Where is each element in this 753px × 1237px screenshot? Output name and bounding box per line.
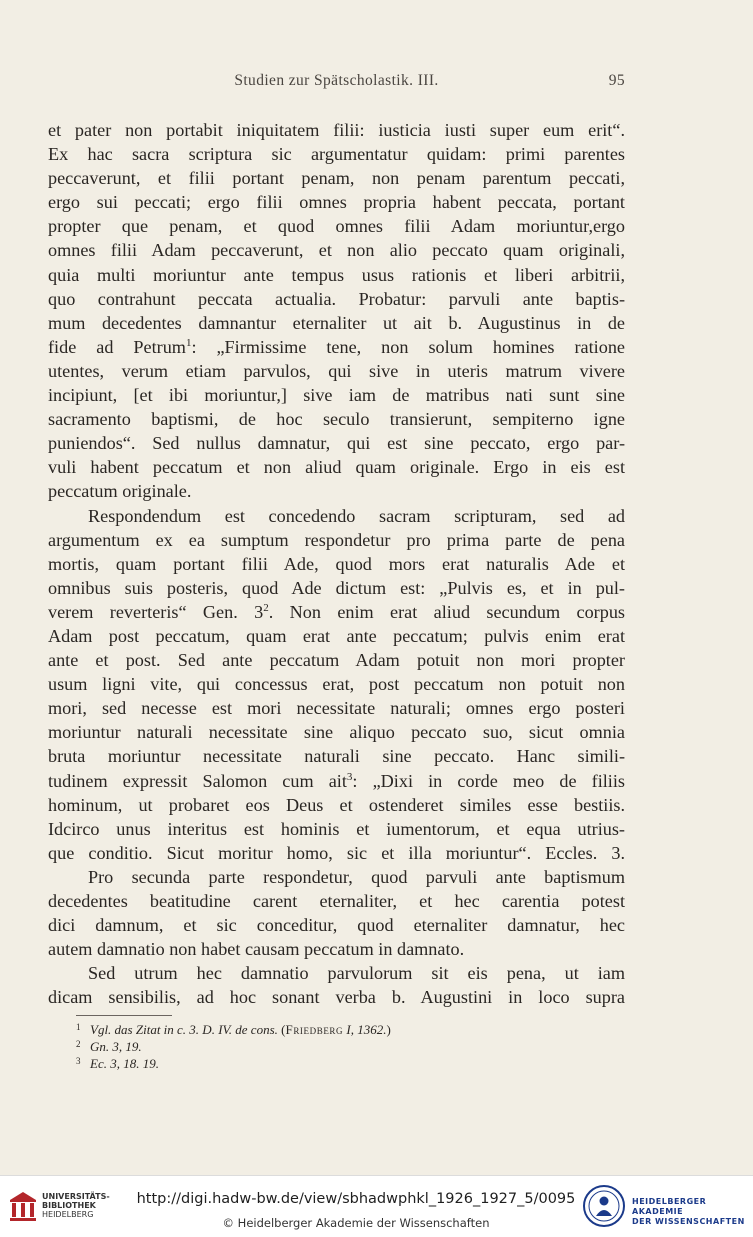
text-line-content: omnibus suis posteris, quod Ade dictum est: „Pulvis es, et in pul- bbox=[48, 577, 625, 598]
text-line-content: decedentes beatitudine carent eternaliter, et hec carentia potest bbox=[48, 891, 625, 911]
text-line bbox=[48, 696, 625, 720]
library-line-2: BIBLIOTHEK bbox=[42, 1201, 96, 1210]
text-line-content: utentes, verum etiam parvulos, qui sive in uteris matrum vivere bbox=[48, 360, 625, 381]
text-line bbox=[48, 455, 625, 479]
text-line-content: mum decedentes damnantur eternaliter ut ait b. Augustinus in de bbox=[48, 312, 625, 333]
text-line bbox=[48, 214, 625, 238]
text-line bbox=[48, 961, 625, 985]
text-line bbox=[48, 118, 625, 142]
page-header bbox=[48, 72, 625, 96]
text-line-content: et pater non portabit iniquitatem filii: iusticia iusti super eum erit“. bbox=[48, 120, 625, 140]
text-line bbox=[48, 720, 625, 744]
text-line-content: vuli habent peccatum et non aliud quam originale. Ergo in eis est bbox=[48, 457, 625, 478]
text-line bbox=[48, 479, 625, 503]
text-line bbox=[48, 985, 625, 1009]
academy-name bbox=[632, 1197, 753, 1227]
text-line-content: puniendos“. Sed nullus damnatur, qui est sine peccato, ergo par- bbox=[48, 433, 625, 454]
footnote-number: 2 bbox=[76, 1039, 81, 1049]
text-line-content: sacramento baptismi, de hoc seculo transierunt, sempiterno igne bbox=[48, 409, 625, 430]
text-line bbox=[48, 431, 625, 455]
footnote-text: ( bbox=[277, 1022, 286, 1037]
text-line bbox=[48, 190, 625, 214]
permalink-url[interactable]: http://digi.hadw-bw.de/view/sbhadwphkl_1926_1927_5/0095 bbox=[136, 1191, 576, 1207]
text-line bbox=[48, 865, 625, 889]
text-line bbox=[48, 407, 625, 431]
footnote-marker[interactable]: 1 bbox=[185, 336, 192, 349]
text-line bbox=[48, 238, 625, 262]
text-line-continuation: : „Firmissime tene, non solum homines ratione bbox=[191, 336, 625, 357]
text-line bbox=[48, 504, 625, 528]
text-line-content: mortis, quam portant filii Ade, quod mors erat naturalis Ade et bbox=[48, 553, 625, 574]
text-line-content: Ex hac sacra scriptura sic argumentatur quidam: primi parentes bbox=[48, 144, 625, 165]
academy-seal-icon[interactable] bbox=[582, 1184, 626, 1228]
text-line-content: moriuntur naturali necessitate sine aliquo peccato suo, sicut omnia bbox=[48, 722, 625, 743]
footnote-marker[interactable]: 2 bbox=[263, 601, 269, 614]
footnote bbox=[76, 1036, 625, 1053]
text-line-content: Respondendum est concedendo sacram scripturam, sed ad bbox=[88, 505, 625, 526]
footer-bar bbox=[0, 1175, 753, 1237]
footnote-number: 1 bbox=[76, 1022, 81, 1032]
text-line bbox=[48, 672, 625, 696]
footnote-author: Friedberg bbox=[285, 1022, 344, 1037]
text-line-content: ante et post. Sed ante peccatum Adam potuit non mori propter bbox=[48, 650, 625, 671]
text-line bbox=[48, 335, 625, 359]
text-line-content: dicam sensibilis, ad hoc sonant verba b. Augustini in loco supra bbox=[48, 987, 625, 1008]
library-line-3: HEIDELBERG bbox=[42, 1210, 94, 1219]
text-line bbox=[48, 913, 625, 937]
text-line bbox=[48, 359, 625, 383]
text-line-content: argumentum ex ea sumptum respondetur pro prima parte de pena bbox=[48, 529, 625, 550]
text-line bbox=[48, 769, 625, 793]
text-line-content: Adam post peccatum, quam erat ante peccatum; pulvis enim erat bbox=[48, 625, 625, 646]
text-line-content: Pro secunda parte respondetur, quod parvuli ante baptismum bbox=[88, 866, 625, 887]
text-line-content: verem reverteris“ Gen. 3 bbox=[48, 601, 264, 622]
text-line-content: quo contrahunt peccata actualia. Probatur: parvuli ante baptis- bbox=[48, 288, 625, 309]
text-line-content: tudinem expressit Salomon cum ait bbox=[48, 770, 347, 791]
footnote bbox=[76, 1053, 625, 1070]
text-line bbox=[48, 648, 625, 672]
body-text bbox=[48, 118, 625, 1009]
text-line-content: dici damnum, et sic conceditur, quod eternaliter damnatur, hec bbox=[48, 915, 625, 936]
footnotes bbox=[76, 1019, 625, 1070]
text-line-content: bruta moriuntur necessitate naturali sine peccato. Hanc simili- bbox=[48, 746, 625, 767]
text-line-content: autem damnatio non habet causam peccatum in damnato. bbox=[48, 939, 465, 960]
footnote-reference: Vgl. das Zitat in c. 3. D. IV. de cons. bbox=[90, 1022, 278, 1037]
academy-line-1: HEIDELBERGER AKADEMIE bbox=[632, 1197, 707, 1216]
text-line-continuation: : „Dixi in corde meo de filiis bbox=[352, 770, 625, 791]
footnote-number: 3 bbox=[76, 1056, 81, 1066]
library-line-1: UNIVERSITÄTS- bbox=[42, 1192, 110, 1201]
running-title: Studien zur Spätscholastik. III. bbox=[234, 72, 439, 89]
text-line-content: mori, sed necesse est mori necessitate naturali; omnes ergo posteri bbox=[48, 698, 625, 719]
copyright-notice: © Heidelberger Akademie der Wissenschaften bbox=[222, 1216, 490, 1230]
text-line bbox=[48, 166, 625, 190]
text-line bbox=[48, 142, 625, 166]
footnote bbox=[76, 1019, 625, 1036]
text-line-content: incipiunt, [et ibi moriuntur,] sive iam de matribus nati sunt sine bbox=[48, 385, 625, 406]
text-line bbox=[48, 600, 625, 624]
text-line-content: omnes filii Adam peccaverunt, et non alio peccato quam originali, bbox=[48, 240, 625, 261]
text-line bbox=[48, 552, 625, 576]
academy-line-2: DER WISSENSCHAFTEN bbox=[632, 1217, 745, 1226]
text-line bbox=[48, 624, 625, 648]
text-line bbox=[48, 937, 625, 961]
footnote-reference: Gn. 3, 19. bbox=[90, 1039, 142, 1054]
footnote-marker[interactable]: 3 bbox=[346, 770, 353, 783]
text-line bbox=[48, 817, 625, 841]
text-line-continuation: . Non enim erat aliud secundum corpus bbox=[268, 601, 625, 622]
text-line bbox=[48, 793, 625, 817]
university-library-logo-icon[interactable] bbox=[8, 1190, 38, 1224]
text-line bbox=[48, 263, 625, 287]
text-line-content: quia multi moriuntur ante tempus usus rationis et liberi arbitrii, bbox=[48, 264, 625, 285]
text-line-content: hominum, ut probaret eos Deus et ostenderet similes esse bestiis. bbox=[48, 794, 625, 815]
text-line-content: que conditio. Sicut moritur homo, sic et illa moriuntur“. Eccles. 3. bbox=[48, 842, 625, 863]
text-line bbox=[48, 383, 625, 407]
text-line bbox=[48, 576, 625, 600]
text-line bbox=[48, 287, 625, 311]
text-line-content: propter que penam, et quod omnes filii Adam moriuntur,ergo bbox=[48, 216, 625, 237]
text-line-content: ergo sui peccati; ergo filii omnes propria habent peccata, portant bbox=[48, 192, 625, 213]
text-line-content: peccatum originale. bbox=[48, 481, 192, 502]
text-line bbox=[48, 311, 625, 335]
text-line-content: Idcirco unus interitus est hominis et iumentorum, et equa utrius- bbox=[48, 818, 625, 839]
page-number: 95 bbox=[608, 72, 625, 89]
text-line bbox=[48, 744, 625, 768]
university-library-name bbox=[42, 1192, 110, 1219]
footnote-rule bbox=[76, 1015, 172, 1016]
text-line-content: usum ligni vite, qui concessus erat, post peccatum non potuit non bbox=[48, 674, 625, 695]
text-line bbox=[48, 528, 625, 552]
text-line-content: peccaverunt, et filii portant penam, non penam parentum peccati, bbox=[48, 168, 625, 189]
text-line bbox=[48, 841, 625, 865]
text-line bbox=[48, 889, 625, 913]
footnote-reference: Ec. 3, 18. 19. bbox=[90, 1056, 159, 1071]
footnote-text: ) bbox=[386, 1022, 391, 1037]
text-line-content: fide ad Petrum bbox=[48, 336, 186, 357]
footnote-reference: I, 1362. bbox=[343, 1022, 387, 1037]
text-line-content: Sed utrum hec damnatio parvulorum sit eis pena, ut iam bbox=[88, 963, 625, 984]
